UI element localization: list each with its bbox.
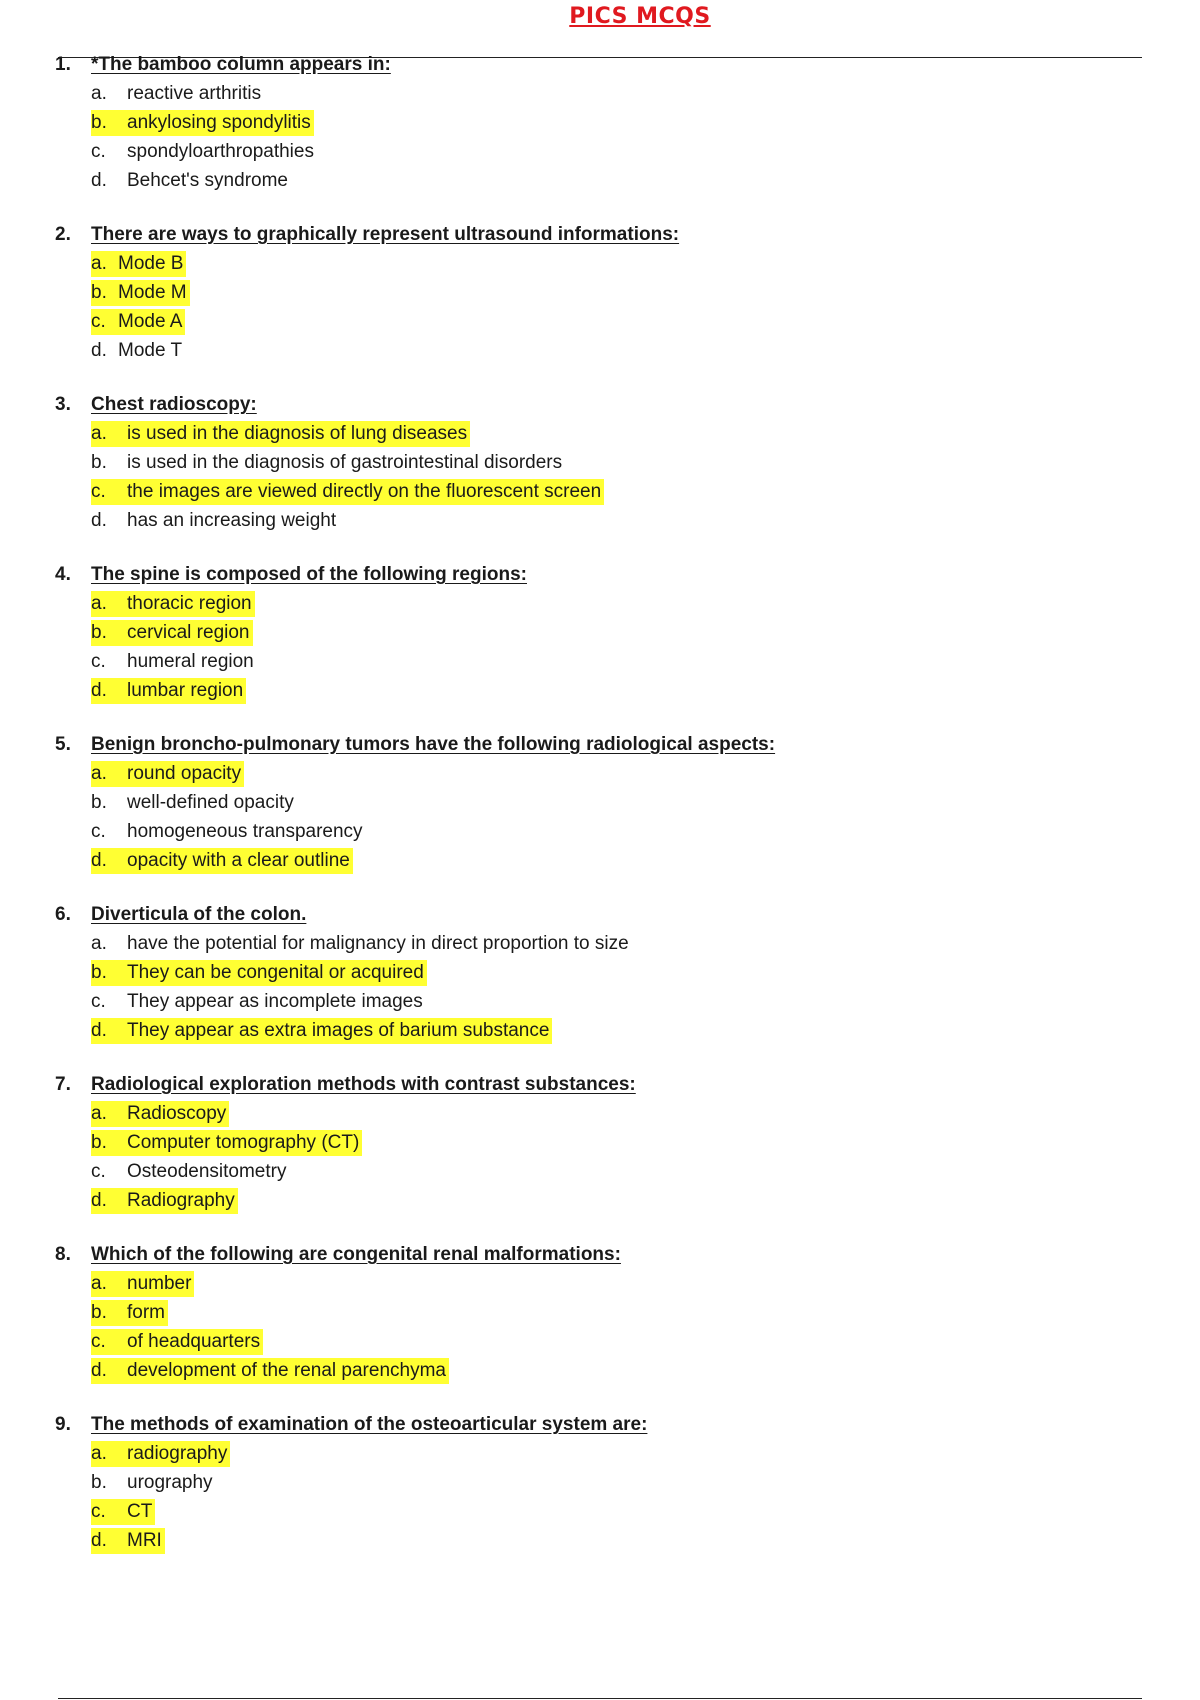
answer-option-body [91,139,317,165]
answer-option-body [91,790,297,816]
option-text: Mode M [118,282,187,303]
question-heading [55,391,1145,419]
question-list [55,51,1145,1581]
option-letter: c. [91,1161,106,1182]
answer-option [91,1468,1145,1497]
answer-option [91,79,1145,108]
answer-option-body [91,1528,165,1554]
answer-option-highlighted [91,278,1145,307]
option-letter: c. [91,141,106,162]
answer-option-highlighted [91,589,1145,618]
answer-option-body [91,508,339,534]
question-stem: The methods of examination of the osteoarticular system are: [91,1414,648,1435]
question-number: 8. [55,1244,71,1265]
answer-option-highlighted [91,1356,1145,1385]
question-number: 9. [55,1414,71,1435]
option-text: homogeneous transparency [127,821,363,842]
question-number: 4. [55,564,71,585]
option-text: Radiography [127,1190,235,1211]
question-item [55,221,1145,365]
option-letter: a. [91,1273,107,1294]
option-letter: a. [91,1443,107,1464]
option-text: Osteodensitometry [127,1161,287,1182]
question-item [55,391,1145,535]
option-letter: b. [91,792,107,813]
question-item [55,901,1145,1045]
option-text: lumbar region [127,680,244,701]
question-heading [55,561,1145,589]
option-letter: b. [91,962,107,983]
question-number: 5. [55,734,71,755]
option-text: Mode B [118,253,184,274]
option-letter: d. [91,850,107,871]
question-item [55,51,1145,195]
option-letter: d. [91,170,107,191]
option-text: reactive arthritis [127,83,262,104]
answer-option-highlighted [91,1269,1145,1298]
answer-option-body [91,620,253,646]
option-text: cervical region [127,622,250,643]
answer-option-highlighted [91,1439,1145,1468]
answer-option-body [91,1159,289,1185]
bottom-divider [58,1698,1142,1699]
answer-option-body [91,1358,449,1384]
question-number: 2. [55,224,71,245]
option-letter: a. [91,593,107,614]
option-letter: b. [91,1132,107,1153]
question-stem: Benign broncho-pulmonary tumors have the following radiological aspects: [91,734,776,755]
option-letter: b. [91,1472,107,1493]
option-letter: a. [91,933,107,954]
question-number: 7. [55,1074,71,1095]
option-text: They can be congenital or acquired [127,962,424,983]
answer-option [91,788,1145,817]
option-letter: c. [91,821,106,842]
question-stem: There are ways to graphically represent ultrasound informations: [91,224,680,245]
option-text: Computer tomography (CT) [127,1132,360,1153]
answer-option-highlighted [91,1128,1145,1157]
answer-option-body [91,110,314,136]
question-heading [55,731,1145,759]
answer-option-body [91,168,291,194]
question-number: 6. [55,904,71,925]
option-text: urography [127,1472,213,1493]
option-text: round opacity [127,763,242,784]
answer-option-body [91,761,244,787]
question-stem: Diverticula of the colon. [91,904,307,925]
answer-option-body [91,591,255,617]
option-text: has an increasing weight [127,510,337,531]
question-item [55,1411,1145,1555]
answer-option-highlighted [91,477,1145,506]
option-text: Mode A [118,311,183,332]
option-text: well-defined opacity [127,792,294,813]
question-number: 1. [55,54,71,75]
answer-option [91,336,1145,365]
question-stem: Chest radioscopy: [91,394,257,415]
document-title: PICS MCQS [569,4,711,29]
answer-option-body [91,848,353,874]
option-letter: b. [91,622,107,643]
option-letter: b. [91,112,107,133]
answer-option-body [91,989,426,1015]
option-text: Mode T [118,340,183,361]
answer-option-body [91,1499,155,1525]
option-letter: b. [91,1302,107,1323]
option-text: They appear as incomplete images [127,991,423,1012]
option-text: spondyloarthropathies [127,141,314,162]
option-text: number [127,1273,192,1294]
answer-option-highlighted [91,1526,1145,1555]
answer-option-body [91,309,185,335]
option-text: development of the renal parenchyma [127,1360,446,1381]
option-text: humeral region [127,651,254,672]
option-letter: c. [91,1331,106,1352]
option-letter: c. [91,651,106,672]
option-text: is used in the diagnosis of gastrointestinal disorders [127,452,563,473]
answer-option-body [91,1188,238,1214]
option-text: ankylosing spondylitis [127,112,311,133]
answer-option-highlighted [91,846,1145,875]
answer-option-highlighted [91,419,1145,448]
option-text: the images are viewed directly on the fluorescent screen [127,481,602,502]
option-letter: a. [91,423,107,444]
option-letter: d. [91,1190,107,1211]
option-letter: d. [91,680,107,701]
answer-option-body [91,1441,230,1467]
option-letter: a. [91,763,107,784]
option-letter: d. [91,1360,107,1381]
option-letter: d. [91,1530,107,1551]
answer-option-highlighted [91,1327,1145,1356]
option-letter: a. [91,1103,107,1124]
option-letter: d. [91,510,107,531]
question-stem: Radiological exploration methods with contrast substances: [91,1074,636,1095]
answer-option-body [91,1101,229,1127]
answer-option-body [91,931,632,957]
answer-option-body [91,649,257,675]
question-stem: *The bamboo column appears in: [91,54,391,75]
option-text: They appear as extra images of barium substance [127,1020,550,1041]
answer-option [91,506,1145,535]
answer-option-highlighted [91,759,1145,788]
answer-option-body [91,960,427,986]
option-text: is used in the diagnosis of lung diseases [127,423,468,444]
answer-option-body [91,1300,168,1326]
answer-option-highlighted [91,1497,1145,1526]
answer-option-body [91,280,190,306]
question-heading [55,51,1145,79]
option-letter: c. [91,481,106,502]
option-text: Behcet's syndrome [127,170,288,191]
option-text: radiography [127,1443,228,1464]
answer-option [91,647,1145,676]
option-letter: d. [91,1020,107,1041]
question-item [55,1071,1145,1215]
answer-option [91,817,1145,846]
answer-option [91,448,1145,477]
answer-option-body [91,1018,552,1044]
answer-option-body [91,421,470,447]
option-text: CT [127,1501,153,1522]
question-number: 3. [55,394,71,415]
answer-option-body [91,338,185,364]
answer-option [91,137,1145,166]
answer-option [91,166,1145,195]
question-heading [55,901,1145,929]
answer-option-highlighted [91,108,1145,137]
answer-option-highlighted [91,1186,1145,1215]
answer-option-highlighted [91,249,1145,278]
answer-option-body [91,678,246,704]
answer-option-highlighted [91,618,1145,647]
option-letter: c. [91,311,106,332]
question-heading [55,1411,1145,1439]
answer-option-highlighted [91,958,1145,987]
option-letter: b. [91,452,107,473]
option-text: MRI [127,1530,162,1551]
option-letter: a. [91,83,107,104]
answer-option-body [91,81,264,107]
answer-option [91,929,1145,958]
question-heading [55,1071,1145,1099]
option-letter: c. [91,1501,106,1522]
option-text: have the potential for malignancy in direct proportion to size [127,933,629,954]
option-letter: b. [91,282,107,303]
question-heading [55,221,1145,249]
answer-option-body [91,251,186,277]
option-text: of headquarters [127,1331,261,1352]
answer-option-body [91,450,565,476]
answer-option-highlighted [91,676,1145,705]
answer-option [91,987,1145,1016]
option-letter: c. [91,991,106,1012]
question-stem: The spine is composed of the following regions: [91,564,527,585]
answer-option-highlighted [91,1099,1145,1128]
option-text: thoracic region [127,593,252,614]
answer-option-highlighted [91,1016,1145,1045]
answer-option-highlighted [91,307,1145,336]
question-item [55,1241,1145,1385]
question-item [55,561,1145,705]
option-letter: d. [91,340,107,361]
option-letter: a. [91,253,107,274]
question-item [55,731,1145,875]
answer-option-body [91,479,604,505]
answer-option-body [91,1271,194,1297]
answer-option [91,1157,1145,1186]
option-text: opacity with a clear outline [127,850,350,871]
question-heading [55,1241,1145,1269]
answer-option-body [91,819,366,845]
option-text: form [127,1302,165,1323]
answer-option-body [91,1470,216,1496]
answer-option-highlighted [91,1298,1145,1327]
question-stem: Which of the following are congenital renal malformations: [91,1244,621,1265]
answer-option-body [91,1329,263,1355]
option-text: Radioscopy [127,1103,227,1124]
answer-option-body [91,1130,362,1156]
